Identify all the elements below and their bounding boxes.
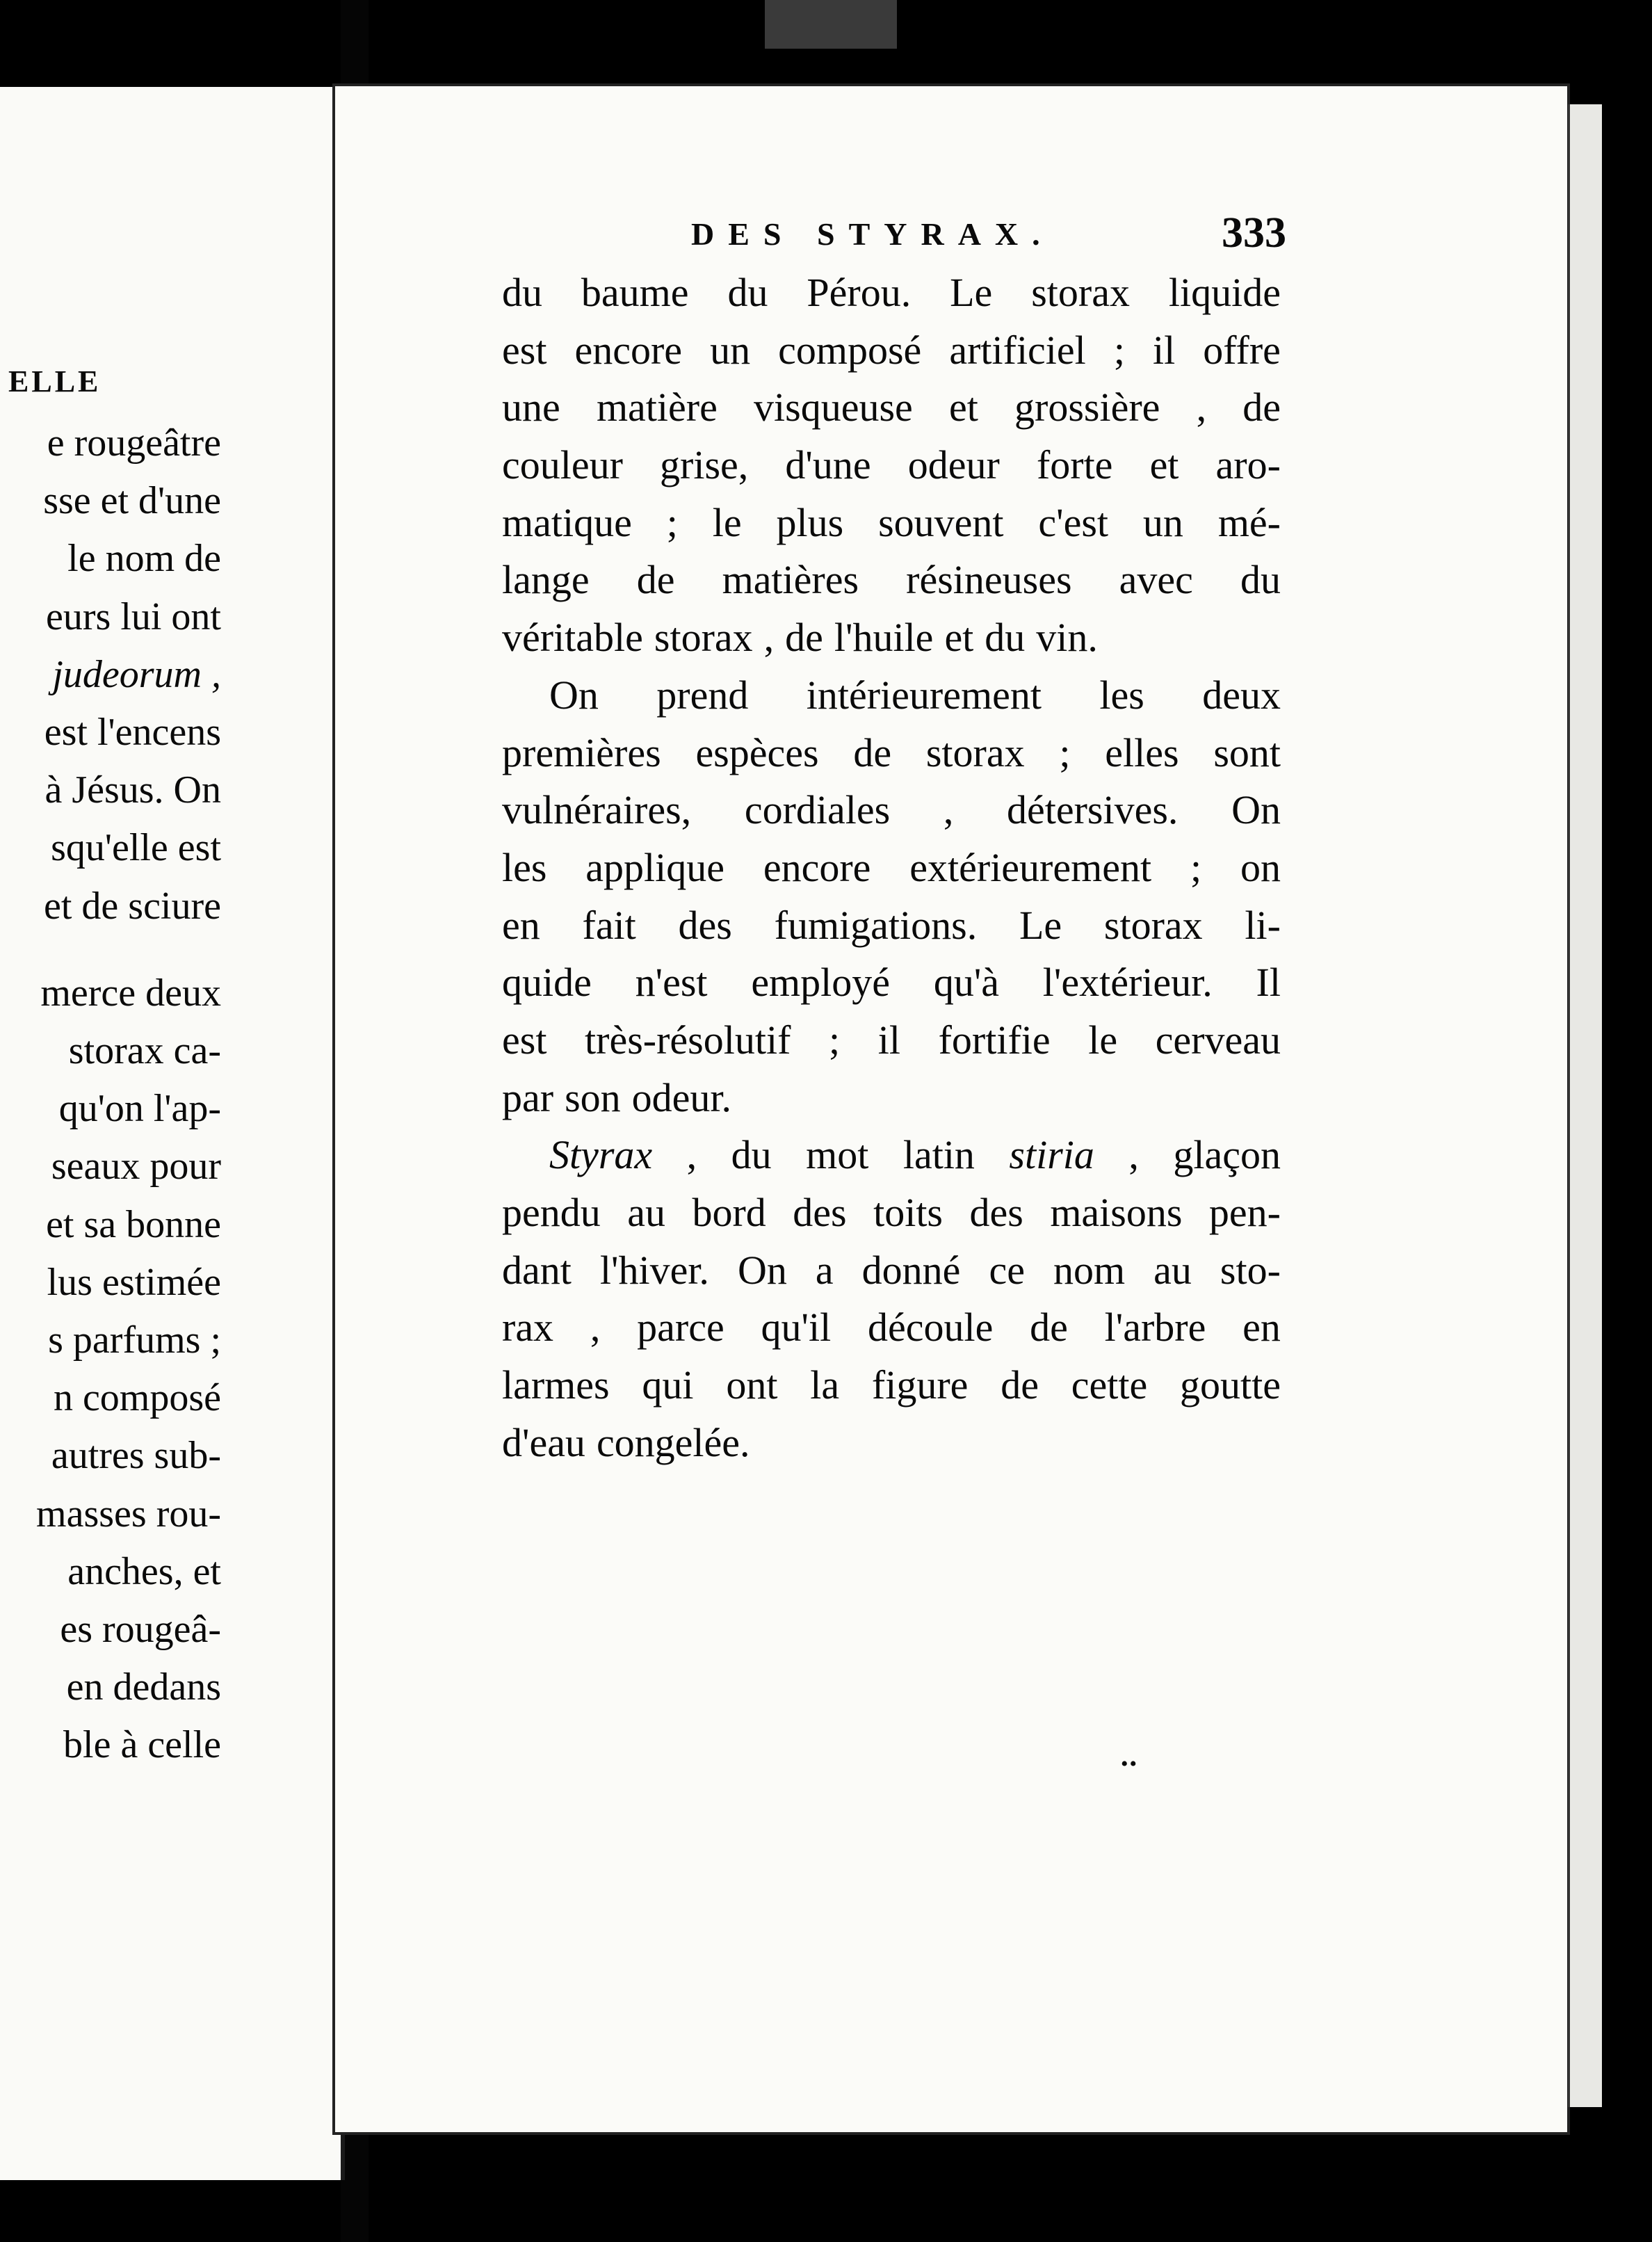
left-page-line: anches, et (67, 1549, 221, 1593)
left-page-line: n composé (53, 1376, 221, 1420)
left-page-line: est l'encens (44, 711, 221, 754)
text-line: Styrax , du mot latin stiria , glaçon (549, 1132, 1281, 1178)
left-page-line: qu'on l'ap- (58, 1087, 221, 1131)
paragraph (502, 1127, 1281, 1471)
left-page-line: sse et d'une (43, 479, 221, 523)
left-page-line: lus estimée (47, 1260, 221, 1304)
left-page-line: squ'elle est (51, 826, 221, 870)
text-line: vulnéraires, cordiales , détersives. On (502, 787, 1281, 833)
left-page-line: à Jésus. On (44, 768, 221, 812)
left-page-line: et de sciure (44, 884, 221, 928)
text-line: pendu au bord des toits des maisons pen- (502, 1190, 1281, 1235)
text-line: rax , parce qu'il découle de l'arbre en (502, 1305, 1281, 1350)
left-page-line: merce deux (40, 971, 221, 1015)
text-line: matique ; le plus souvent c'est un mé- (502, 499, 1281, 545)
left-page-line: judeorum , (52, 652, 221, 696)
left-page-line: e rougeâtre (47, 421, 221, 465)
text-line: On prend intérieurement les deux (549, 672, 1281, 718)
binding-edge (765, 0, 897, 49)
paragraph (502, 667, 1281, 1127)
left-page-line: eurs lui ont (46, 595, 221, 638)
left-page-line: en dedans (66, 1666, 221, 1709)
running-head (508, 209, 1286, 264)
text-line: larmes qui ont la figure de cette goutte (502, 1362, 1281, 1408)
left-page-running-head: ELLE (8, 364, 102, 398)
left-page-line: storax ca- (68, 1029, 221, 1072)
left-page-line: autres sub- (51, 1434, 221, 1478)
text-line: couleur grise, d'une odeur forte et aro- (502, 442, 1281, 488)
text-line: dant l'hiver. On a donné ce nom au sto- (502, 1247, 1281, 1293)
text-line: lange de matières résineuses avec du (502, 557, 1281, 603)
text-line: premières espèces de storax ; elles sont (502, 729, 1281, 775)
running-title: DES STYRAX. (691, 216, 1054, 252)
left-page-line: masses rou- (36, 1492, 221, 1535)
left-page-line: ble à celle (63, 1723, 221, 1767)
ornament: •• (1121, 1752, 1139, 1775)
text-line: est très-résolutif ; il fortifie le cerveau (502, 1017, 1281, 1063)
text-line: par son odeur. (502, 1074, 731, 1120)
text-line: véritable storax , de l'huile et du vin. (502, 615, 1098, 661)
text-line: en fait des fumigations. Le storax li- (502, 902, 1281, 948)
text-line: est encore un composé artificiel ; il offre (502, 327, 1281, 373)
left-page-line: es rougeâ- (60, 1608, 221, 1651)
left-page-line: seaux pour (51, 1145, 221, 1188)
text-line: quide n'est employé qu'à l'extérieur. Il (502, 960, 1281, 1006)
body-text (502, 264, 1281, 1471)
left-page-line: le nom de (67, 537, 221, 581)
text-line: une matière visqueuse et grossière , de (502, 385, 1281, 430)
page-number: 333 (1222, 209, 1286, 257)
text-line: d'eau congelée. (502, 1419, 750, 1465)
text-line: les applique encore extérieurement ; on (502, 844, 1281, 890)
left-page-line: et sa bonne (46, 1202, 221, 1246)
left-page-line: s parfums ; (48, 1318, 221, 1362)
text-line: du baume du Pérou. Le storax liquide (502, 270, 1281, 315)
facing-page-left (0, 87, 345, 2180)
paragraph (502, 264, 1281, 667)
